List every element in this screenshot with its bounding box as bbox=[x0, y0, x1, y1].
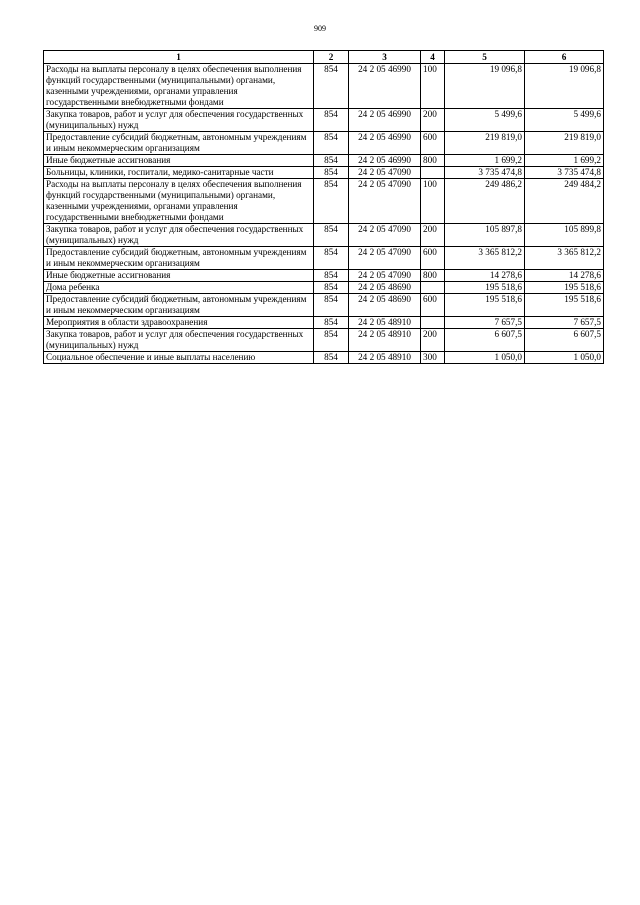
row-csr-cell: 24 2 05 47090 bbox=[349, 224, 421, 247]
row-csr-cell: 24 2 05 47090 bbox=[349, 167, 421, 179]
row-csr-cell: 24 2 05 46990 bbox=[349, 64, 421, 109]
header-row bbox=[44, 51, 604, 64]
row-vr-cell: 100 bbox=[421, 64, 445, 109]
table-body bbox=[44, 64, 604, 364]
row-csr-cell: 24 2 05 46990 bbox=[349, 155, 421, 167]
table-row bbox=[44, 155, 604, 167]
row-vr-cell: 300 bbox=[421, 352, 445, 364]
row-name-cell: Больницы, клиники, госпитали, медико-санитарные части bbox=[44, 167, 314, 179]
row-vr-cell: 800 bbox=[421, 270, 445, 282]
header-cell-csr: 3 bbox=[349, 51, 421, 64]
row-sum2-cell: 7 657,5 bbox=[525, 317, 604, 329]
row-sum1-cell: 195 518,6 bbox=[445, 282, 525, 294]
row-sum1-cell: 6 607,5 bbox=[445, 329, 525, 352]
table-row bbox=[44, 329, 604, 352]
row-ved-cell: 854 bbox=[314, 64, 349, 109]
row-csr-cell: 24 2 05 47090 bbox=[349, 270, 421, 282]
row-csr-cell: 24 2 05 46990 bbox=[349, 132, 421, 155]
row-sum2-cell: 19 096,8 bbox=[525, 64, 604, 109]
row-name-cell: Предоставление субсидий бюджетным, автономным учреждениям и иным некоммерческим организациям bbox=[44, 294, 314, 317]
row-sum1-cell: 1 050,0 bbox=[445, 352, 525, 364]
row-sum1-cell: 105 897,8 bbox=[445, 224, 525, 247]
row-name-cell: Дома ребенка bbox=[44, 282, 314, 294]
row-sum1-cell: 219 819,0 bbox=[445, 132, 525, 155]
row-csr-cell: 24 2 05 47090 bbox=[349, 179, 421, 224]
row-sum2-cell: 5 499,6 bbox=[525, 109, 604, 132]
header-cell-sum2: 6 bbox=[525, 51, 604, 64]
table-row bbox=[44, 167, 604, 179]
table-row bbox=[44, 132, 604, 155]
row-name-cell: Закупка товаров, работ и услуг для обеспечения государственных (муниципальных) нужд bbox=[44, 109, 314, 132]
row-vr-cell bbox=[421, 167, 445, 179]
row-sum1-cell: 249 486,2 bbox=[445, 179, 525, 224]
row-name-cell: Закупка товаров, работ и услуг для обеспечения государственных (муниципальных) нужд bbox=[44, 329, 314, 352]
row-sum1-cell: 19 096,8 bbox=[445, 64, 525, 109]
row-ved-cell: 854 bbox=[314, 155, 349, 167]
row-csr-cell: 24 2 05 46990 bbox=[349, 109, 421, 132]
row-sum2-cell: 3 735 474,8 bbox=[525, 167, 604, 179]
row-sum1-cell: 195 518,6 bbox=[445, 294, 525, 317]
row-csr-cell: 24 2 05 48690 bbox=[349, 282, 421, 294]
row-vr-cell: 100 bbox=[421, 179, 445, 224]
row-vr-cell: 200 bbox=[421, 109, 445, 132]
row-sum2-cell: 1 050,0 bbox=[525, 352, 604, 364]
row-ved-cell: 854 bbox=[314, 179, 349, 224]
row-name-cell: Мероприятия в области здравоохранения bbox=[44, 317, 314, 329]
header-cell-sum1: 5 bbox=[445, 51, 525, 64]
row-sum2-cell: 14 278,6 bbox=[525, 270, 604, 282]
row-name-cell: Иные бюджетные ассигнования bbox=[44, 270, 314, 282]
row-ved-cell: 854 bbox=[314, 329, 349, 352]
row-vr-cell: 800 bbox=[421, 155, 445, 167]
row-csr-cell: 24 2 05 48690 bbox=[349, 294, 421, 317]
row-csr-cell: 24 2 05 47090 bbox=[349, 247, 421, 270]
row-sum1-cell: 7 657,5 bbox=[445, 317, 525, 329]
row-name-cell: Расходы на выплаты персоналу в целях обеспечения выполнения функций государственными (муниципальными) органами, казенными учреждениями, органами управления государственными внебюджетными фондами bbox=[44, 64, 314, 109]
row-sum2-cell: 195 518,6 bbox=[525, 282, 604, 294]
row-vr-cell: 600 bbox=[421, 247, 445, 270]
header-cell-ved: 2 bbox=[314, 51, 349, 64]
table-row bbox=[44, 64, 604, 109]
table-row bbox=[44, 247, 604, 270]
row-vr-cell: 200 bbox=[421, 224, 445, 247]
table-row bbox=[44, 224, 604, 247]
table-row bbox=[44, 317, 604, 329]
table-row bbox=[44, 179, 604, 224]
row-sum1-cell: 1 699,2 bbox=[445, 155, 525, 167]
row-csr-cell: 24 2 05 48910 bbox=[349, 317, 421, 329]
row-name-cell: Закупка товаров, работ и услуг для обеспечения государственных (муниципальных) нужд bbox=[44, 224, 314, 247]
budget-table bbox=[43, 50, 604, 364]
row-ved-cell: 854 bbox=[314, 270, 349, 282]
row-ved-cell: 854 bbox=[314, 109, 349, 132]
row-ved-cell: 854 bbox=[314, 132, 349, 155]
row-ved-cell: 854 bbox=[314, 282, 349, 294]
row-sum1-cell: 5 499,6 bbox=[445, 109, 525, 132]
row-sum2-cell: 6 607,5 bbox=[525, 329, 604, 352]
row-sum2-cell: 105 899,8 bbox=[525, 224, 604, 247]
row-sum2-cell: 219 819,0 bbox=[525, 132, 604, 155]
header-cell-name: 1 bbox=[44, 51, 314, 64]
row-name-cell: Предоставление субсидий бюджетным, автономным учреждениям и иным некоммерческим организациям bbox=[44, 247, 314, 270]
row-name-cell: Социальное обеспечение и иные выплаты населению bbox=[44, 352, 314, 364]
row-csr-cell: 24 2 05 48910 bbox=[349, 352, 421, 364]
row-vr-cell: 600 bbox=[421, 294, 445, 317]
table-row bbox=[44, 282, 604, 294]
row-name-cell: Расходы на выплаты персоналу в целях обеспечения выполнения функций государственными (муниципальными) органами, казенными учреждениями, органами управления государственными внебюджетными фондами bbox=[44, 179, 314, 224]
row-sum2-cell: 195 518,6 bbox=[525, 294, 604, 317]
row-ved-cell: 854 bbox=[314, 224, 349, 247]
row-vr-cell: 200 bbox=[421, 329, 445, 352]
row-vr-cell bbox=[421, 317, 445, 329]
row-vr-cell bbox=[421, 282, 445, 294]
row-csr-cell: 24 2 05 48910 bbox=[349, 329, 421, 352]
row-name-cell: Предоставление субсидий бюджетным, автономным учреждениям и иным некоммерческим организациям bbox=[44, 132, 314, 155]
row-sum1-cell: 14 278,6 bbox=[445, 270, 525, 282]
row-ved-cell: 854 bbox=[314, 167, 349, 179]
row-sum1-cell: 3 735 474,8 bbox=[445, 167, 525, 179]
row-vr-cell: 600 bbox=[421, 132, 445, 155]
page-number: 909 bbox=[314, 24, 326, 33]
row-sum2-cell: 1 699,2 bbox=[525, 155, 604, 167]
table-row bbox=[44, 270, 604, 282]
row-name-cell: Иные бюджетные ассигнования bbox=[44, 155, 314, 167]
table-row bbox=[44, 294, 604, 317]
row-ved-cell: 854 bbox=[314, 317, 349, 329]
row-ved-cell: 854 bbox=[314, 247, 349, 270]
row-sum2-cell: 3 365 812,2 bbox=[525, 247, 604, 270]
table-row bbox=[44, 109, 604, 132]
row-sum1-cell: 3 365 812,2 bbox=[445, 247, 525, 270]
row-sum2-cell: 249 484,2 bbox=[525, 179, 604, 224]
table-row bbox=[44, 352, 604, 364]
row-ved-cell: 854 bbox=[314, 352, 349, 364]
header-cell-vr: 4 bbox=[421, 51, 445, 64]
row-ved-cell: 854 bbox=[314, 294, 349, 317]
